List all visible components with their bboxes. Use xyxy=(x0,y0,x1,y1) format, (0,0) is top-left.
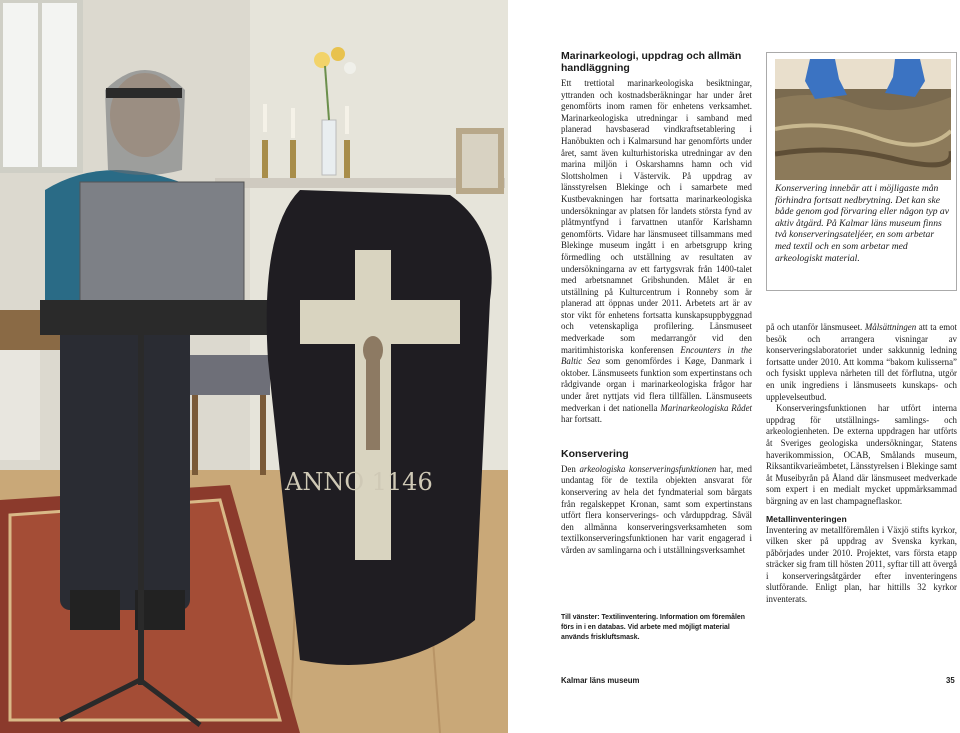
kons-rest: har, med undantag för de textila objekten ansvarat för konservering av hela det fyndmaterial som bärgats från regalskeppet Kronan, samt som expertinstans utfört flera konserverings- och vårduppdrag. Såväl den allmänna konserveringsverksamheten som textilkonserveringsfunktionen har varit engagerad i vården av samlingarna och i utställningsverksamhet xyxy=(561,463,752,555)
conservation-figure xyxy=(766,52,957,291)
heading-marinarkeologi: Marinarkeologi, uppdrag och allmän handläggning xyxy=(561,50,742,74)
footer-publisher: Kalmar läns museum xyxy=(561,676,640,685)
para-b: Marinarkeologiska utredningar i samband med planerad havsbaserad vindkraftsetablering i Hanöbukten och i Kalmarsund har genomförts under året, samt även kulturhistoriska utredningar av den marina miljön i Oskarshamns hamn och vid Slottsholmen i Västervik. xyxy=(561,112,752,181)
kons-cont-italic: Målsättningen xyxy=(864,322,917,332)
kons-italic: arkeologiska konserveringsfunktionen xyxy=(579,463,717,474)
anno-text: ANNO 1146 xyxy=(285,468,433,496)
kons-cont-rest: att ta emot besök och arrangera visningar av konserveringslaboratoriet under sakkunnig ledning fortsatte under 2010. Att komma “bakom kulisserna” och fysiskt uppleva närheten till det förflutna, utgör en unik ingrediens i länsmuseets kunskaps- och upplevelseutbud. xyxy=(766,322,958,402)
figure-caption: Konservering innebär att i möjligaste mån förhindra fortsatt nedbrytning. Det kan ske både genom god förvaring eller någon typ av aktiv åtgärd. På Kalmar läns museum finns två konserveringsateljéer, en som arbetar med textil och en som arbetar med arkeologiskt material. xyxy=(775,183,949,264)
heading-metallinventeringen: Metallinventeringen xyxy=(766,513,847,524)
paragraph-konservering-2: Konserveringsfunktionen har utfört interna uppdrag för utställnings- samlings- och arkeologienheten. De externa uppdragen har utförts åt Sveriges geologiska undersökningar, Statens haverikommission, OCAB, Smålands museum, Riksantikvarieämbetet, Länsstyrelsen i Blekinge samt åt Museibyrån på Åland där länsmuseet medverkade som expert i en medialt mycket uppmärksammad bärgning av en last champagneflaskor. xyxy=(766,403,958,506)
kons-start: Den xyxy=(561,463,576,474)
paragraph-konservering-cont xyxy=(766,322,957,403)
paragraph-metallinventeringen: Inventering av metallföremålen i Växjö stifts kyrkor, vilken sker på uppdrag av Svenska kyrkan, påbörjades under 2010. Projektet, vars första etapp sträcker sig fram till hösten 2011, syftar till att övergå i konserveringsåtgärder efter inventeringens slutförande. Enligt plan, har hittills 32 kyrkor inventerats. xyxy=(766,524,957,605)
para-c: På uppdrag av länsstyrelsen Blekinge och i samarbete med Kustbevakningen har fortsatta marinarkeologiska undersökningar av platsen för landets största fynd av plåtmyntfynd i farvattnen utanför Karlshamn genomförts. Vidare har länsmuseet tillsammans med Blekinge museum ingått i en arbetsgrupp kring förmedling och utställning av resultaten av undersökningarna av ett fartygsvrak från 1400-talet med arbetsnamnet Gribshunden. Målet är en utställning på Kulturcentrum i Ronneby som är planerad att öppnas under 2011. Arbetets art är av stor vikt för enhetens fortsatta kunskapsuppbyggnad och vetenskapliga profilering. Länsmuseet medverkade som medarrangör vid den maritimhistoriska konferensen xyxy=(561,170,753,355)
column-right xyxy=(766,322,957,606)
kons-cont: på och utanför länsmuseet. xyxy=(766,322,863,332)
page-number: 35 xyxy=(946,676,955,685)
conservation-illustration xyxy=(775,59,951,180)
paragraph-konservering xyxy=(561,464,752,557)
para-c-italic2: Marinarkeologiska Rådet xyxy=(660,402,752,413)
para-c-italic: Encounters in the Baltic Sea xyxy=(561,344,753,367)
heading-konservering: Konservering xyxy=(561,447,629,460)
conservation-photo xyxy=(775,59,951,180)
paragraph-marin xyxy=(561,78,752,426)
para-c-end: som genomfördes i Køge, Danmark i oktober. Länsmuseets funktion som expertinstans och rådgivande organ i marinarkeologiska frågor har under året nyttjats vid flera tillfällen. Länsmuseets medverkan i det nationella xyxy=(561,356,752,413)
photo-caption: Till vänster: Textilinventering. Information om föremålen förs in i en databas. Vid arbete med möjligt material används friskluftsmask. xyxy=(561,614,745,641)
para-a: Ett trettiotal marinarkeologiska besiktningar, yttranden och kostnadsberäkningar har under året genomförts inom ramen för enhetens verksamhet. xyxy=(561,78,752,112)
column-left xyxy=(561,50,752,557)
para-c-tail: har fortsatt. xyxy=(561,414,602,425)
